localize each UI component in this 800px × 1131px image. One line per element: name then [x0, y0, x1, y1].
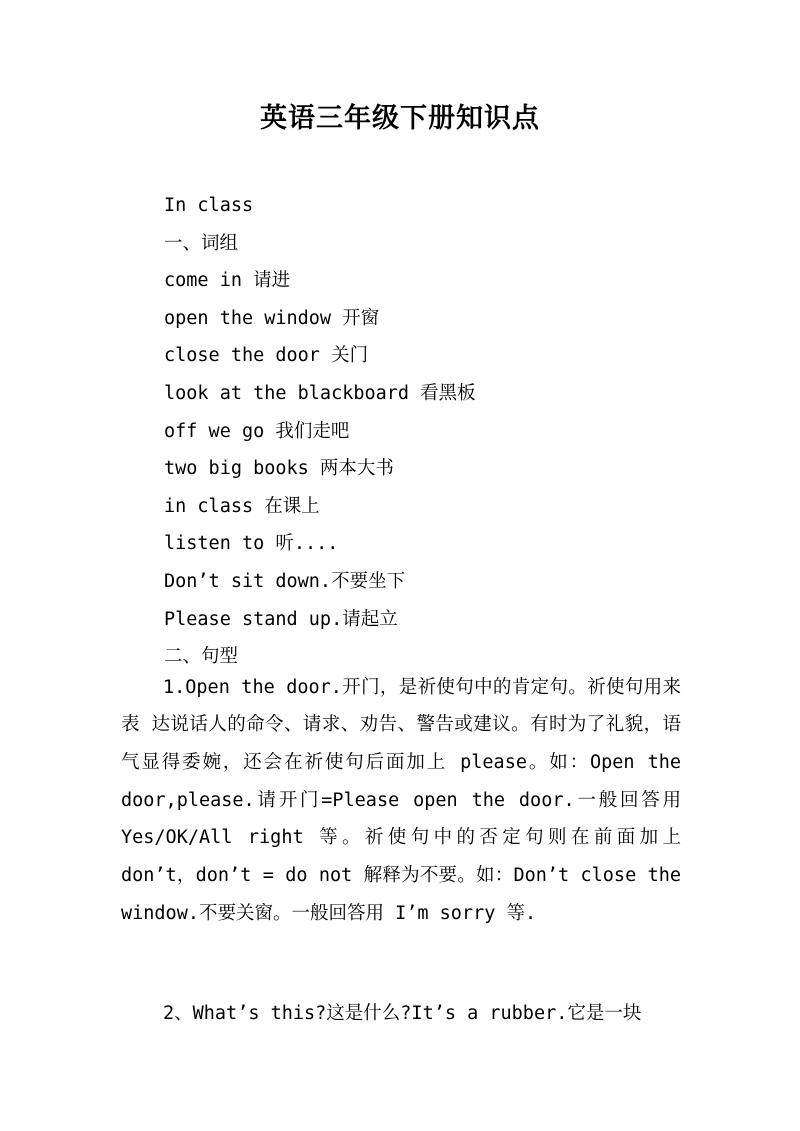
phrase-line: close the door 关门: [164, 345, 369, 367]
phrase-line: Don’t sit down.不要坐下: [164, 570, 406, 592]
phrase-line: listen to 听....: [164, 533, 339, 555]
section-heading-phrases: 一、词组: [164, 232, 239, 254]
phrase-line: two big books 两本大书: [164, 458, 394, 480]
phrase-line: off we go 我们走吧: [164, 420, 350, 442]
sentence-paragraph-1: 1.Open the door.开门，是祈使句中的肯定句。祈使句用来表 达说话人的命令、请求、劝告、警告或建议。有时为了礼貌，语气显得委婉，还会在祈使句后面加上 please。如：Open the door,please.请开门=Please open the door.一般回答用 Yes/OK/All right 等。祈使句中的否定句则在前面加上 don’t，don’t = do not 解释为不要。如：Don’t close the window.不要关窗。一般回答用 I’m sorry 等.: [121, 676, 681, 924]
sentence-paragraph-2: 2、What’s this?这是什么?It’s a rubber.它是一块: [163, 1002, 642, 1024]
phrase-line: Please stand up.请起立: [164, 608, 398, 630]
phrase-line: look at the blackboard 看黑板: [164, 382, 476, 404]
phrase-line: open the window 开窗: [164, 307, 380, 329]
phrase-line: in class 在课上: [164, 495, 320, 517]
section-heading-in-class: In class: [164, 195, 254, 216]
document-title: 英语三年级下册知识点: [260, 103, 540, 134]
phrase-line: come in 请进: [164, 270, 291, 292]
section-heading-sentences: 二、句型: [164, 646, 239, 668]
vocabulary-list: [164, 187, 724, 676]
